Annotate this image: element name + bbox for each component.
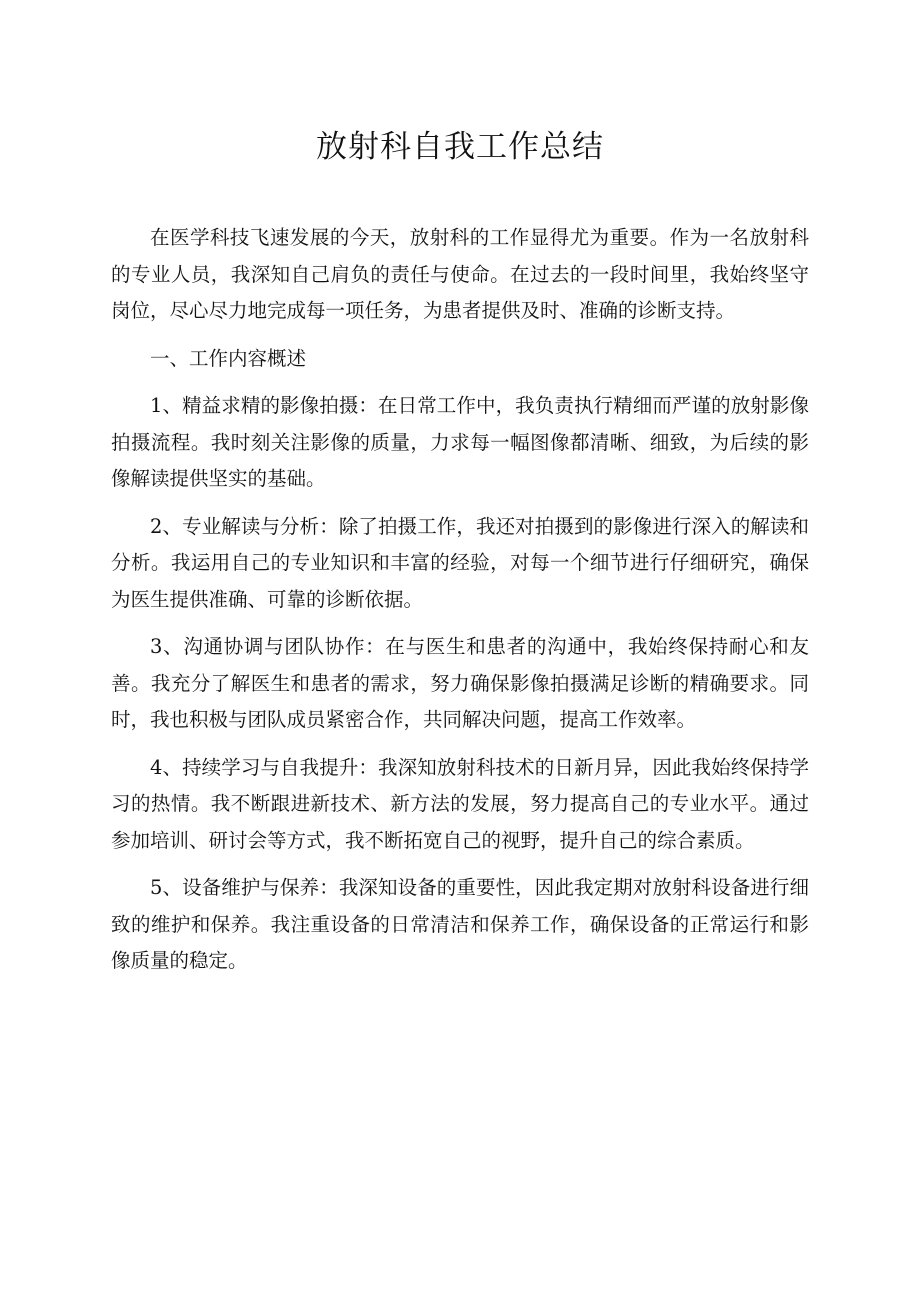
document-title: 放射科自我工作总结 [316,129,604,165]
document-body [111,220,809,991]
item-paragraph-2: 2、专业解读与分析：除了拍摄工作，我还对拍摄到的影像进行深入的解读和分析。我运用自己的专业知识和丰富的经验，对每一个细节进行仔细研究，确保为医生提供准确、可靠的诊断依据。 [111,514,809,611]
item-paragraph-5: 5、设备维护与保养：我深知设备的重要性，因此我定期对放射科设备进行细致的维护和保养。我注重设备的日常清洁和保养工作，确保设备的正常运行和影像质量的稳定。 [111,876,809,972]
item-paragraph-3: 3、沟通协调与团队协作：在与医生和患者的沟通中，我始终保持耐心和友善。我充分了解医生和患者的需求，努力确保影像拍摄满足诊断的精确要求。同时，我也积极与团队成员紧密合作，共同解决问题，提高工作效率。 [111,635,809,731]
item-paragraph-4: 4、持续学习与自我提升：我深知放射科技术的日新月异，因此我始终保持学习的热情。我不断跟进新技术、新方法的发展，努力提高自己的专业水平。通过参加培训、研讨会等方式，我不断拓宽自己的视野，提升自己的综合素质。 [111,755,809,852]
item-paragraph-1: 1、精益求精的影像拍摄：在日常工作中，我负责执行精细而严谨的放射影像拍摄流程。我时刻关注影像的质量，力求每一幅图像都清晰、细致，为后续的影像解读提供坚实的基础。 [111,394,809,490]
section-heading: 一、工作内容概述 [150,346,307,370]
intro-paragraph: 在医学科技飞速发展的今天，放射科的工作显得尤为重要。作为一名放射科的专业人员，我深知自己肩负的责任与使命。在过去的一段时间里，我始终坚守岗位，尽心尽力地完成每一项任务，为患者提供及时、准确的诊断支持。 [111,226,809,322]
